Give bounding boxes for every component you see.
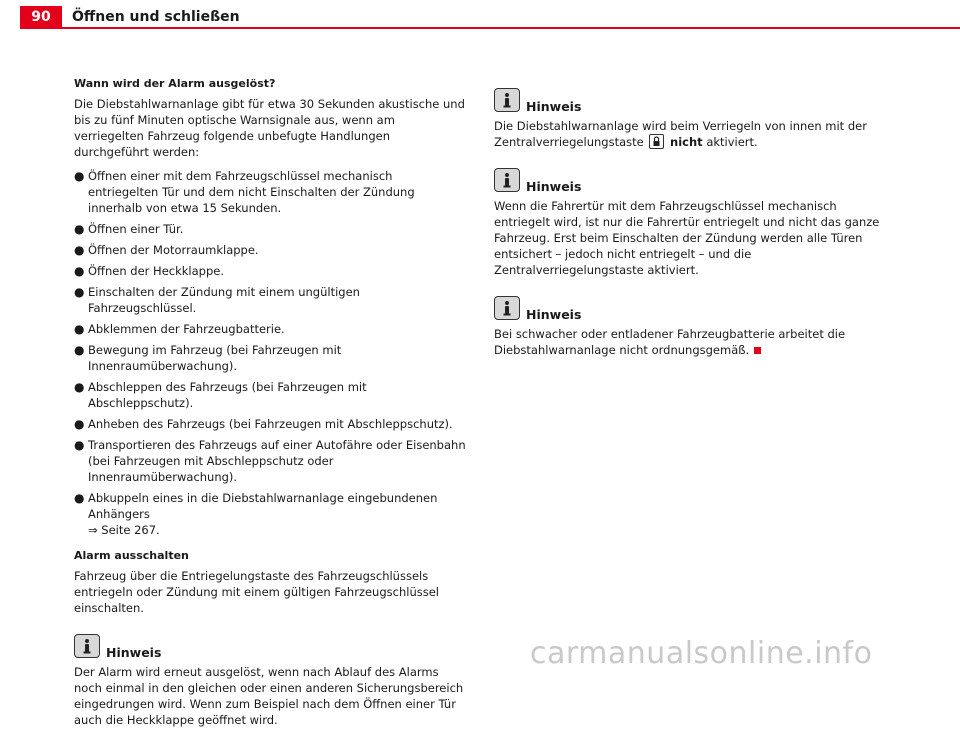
note-box bbox=[494, 168, 894, 278]
list-item: ● Anheben des Fahrzeugs (bei Fahrzeugen mit Abschleppschutz). bbox=[74, 417, 453, 431]
note-title: Hinweis bbox=[526, 307, 582, 322]
section-heading-alarm-trigger: Wann wird der Alarm ausgelöst? bbox=[74, 77, 276, 90]
left-column bbox=[74, 76, 466, 736]
note-text: Der Alarm wird erneut ausgelöst, wenn nach Ablauf des Alarms noch einmal in den gleichen oder einen anderen Sicherungsbereich eingedrungen wird. Wenn zum Beispiel nach dem Öffnen einer Tür auch die Heckklappe geöffnet wird. bbox=[74, 665, 464, 727]
alarm-off-text: Fahrzeug über die Entriegelungstaste des Fahrzeugschlüssels entriegeln oder Zündung mit einem gültigen Fahrzeugschlüssel einschalten. bbox=[74, 569, 439, 615]
info-icon bbox=[494, 88, 520, 112]
trigger-list bbox=[74, 168, 466, 538]
list-item: ● Öffnen einer mit dem Fahrzeugschlüssel mechanisch entriegelten Tür und dem nicht Einschalten der Zündung innerhalb von etwa 15 Sekunden. bbox=[74, 169, 415, 215]
bullet-icon: ● bbox=[74, 264, 85, 278]
bullet-icon: ● bbox=[74, 169, 85, 183]
list-item: ● Bewegung im Fahrzeug (bei Fahrzeugen mit Innenraumüberwachung). bbox=[74, 343, 342, 373]
info-icon bbox=[494, 168, 520, 192]
list-item: ● Abkuppeln eines in die Diebstahlwarnanlage eingebundenen Anhängers ⇒ Seite 267. bbox=[74, 491, 438, 537]
watermark: carmanualsonline.info bbox=[530, 636, 873, 671]
right-column bbox=[494, 88, 894, 366]
bullet-icon: ● bbox=[74, 285, 85, 299]
note-title: Hinweis bbox=[526, 179, 582, 194]
cross-ref-arrow-icon: ⇒ bbox=[88, 523, 98, 537]
note-text: Bei schwacher oder entladener Fahrzeugbatterie arbeitet die Diebstahlwarnanlage nicht ordnungsgemäß. bbox=[494, 327, 846, 357]
bullet-icon: ● bbox=[74, 222, 85, 236]
bullet-icon: ● bbox=[74, 491, 85, 505]
note-box bbox=[74, 634, 466, 728]
list-item: ● Öffnen der Motorraumklappe. bbox=[74, 243, 259, 257]
intro-text: Die Diebstahlwarnanlage gibt für etwa 30 Sekunden akustische und bis zu fünf Minuten optische Warnsignale aus, wenn am verriegelten Fahrzeug folgende unbefugte Handlungen durchgeführt werden: bbox=[74, 97, 465, 159]
note-text: Die Diebstahlwarnanlage wird beim Verriegeln von innen mit der Zentralverriegelungstaste nicht aktiviert. bbox=[494, 119, 867, 149]
list-item: ● Abklemmen der Fahrzeugbatterie. bbox=[74, 322, 285, 336]
page-title: Öffnen und schließen bbox=[72, 9, 240, 25]
list-item: ● Öffnen der Heckklappe. bbox=[74, 264, 224, 278]
lock-key-icon bbox=[649, 134, 664, 149]
end-of-section-icon bbox=[754, 347, 761, 354]
bullet-icon: ● bbox=[74, 417, 85, 431]
page-number: 90 bbox=[20, 6, 62, 28]
page-header bbox=[0, 0, 960, 30]
header-rule bbox=[20, 27, 960, 29]
note-box bbox=[494, 296, 894, 358]
section-heading-alarm-off: Alarm ausschalten bbox=[74, 549, 189, 562]
bullet-icon: ● bbox=[74, 438, 85, 452]
note-title: Hinweis bbox=[526, 99, 582, 114]
note-box bbox=[494, 88, 894, 150]
note-text: Wenn die Fahrertür mit dem Fahrzeugschlüssel mechanisch entriegelt wird, ist nur die Fahrertür entriegelt und nicht das ganze Fahrzeug. Erst beim Einschalten der Zündung werden alle Türen entsichert – jedoch nicht entriegelt – und die Zentralverriegelungstaste aktiviert. bbox=[494, 199, 880, 277]
info-icon bbox=[74, 634, 100, 658]
bullet-icon: ● bbox=[74, 243, 85, 257]
page-reference-link[interactable]: Seite 267. bbox=[101, 523, 160, 537]
bullet-icon: ● bbox=[74, 343, 85, 357]
bullet-icon: ● bbox=[74, 322, 85, 336]
note-title: Hinweis bbox=[106, 645, 162, 660]
list-item: ● Öffnen einer Tür. bbox=[74, 222, 184, 236]
info-icon bbox=[494, 296, 520, 320]
list-item: ● Einschalten der Zündung mit einem ungültigen Fahrzeugschlüssel. bbox=[74, 285, 360, 315]
bullet-icon: ● bbox=[74, 380, 85, 394]
list-item: ● Transportieren des Fahrzeugs auf einer Autofähre oder Eisenbahn (bei Fahrzeugen mit Abschleppschutz oder Innenraumüberwachung). bbox=[74, 438, 466, 484]
list-item: ● Abschleppen des Fahrzeugs (bei Fahrzeugen mit Abschleppschutz). bbox=[74, 380, 367, 410]
